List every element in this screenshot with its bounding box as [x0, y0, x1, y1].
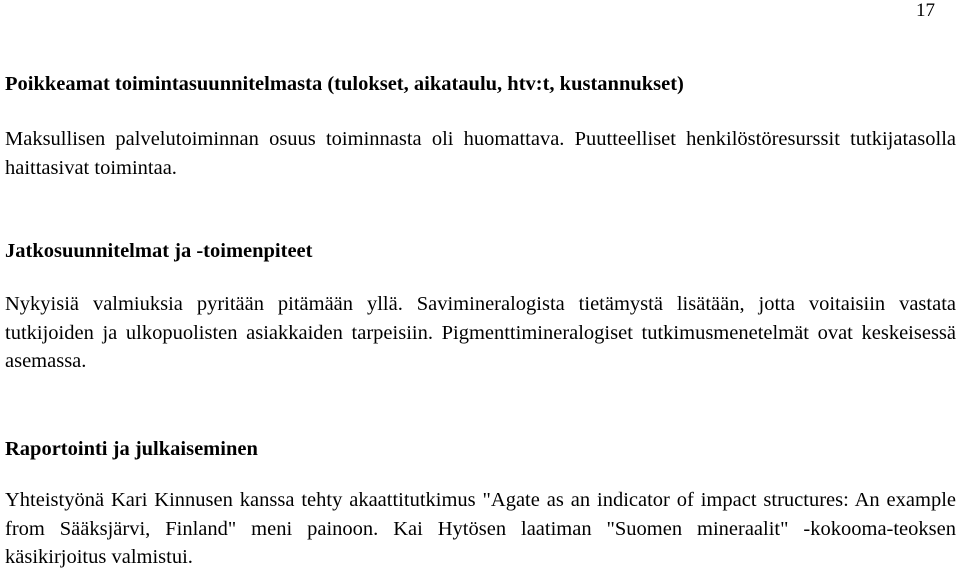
page-number: 17	[916, 0, 935, 21]
section-body-reporting: Yhteistyönä Kari Kinnusen kanssa tehty akaattitutkimus "Agate as an indicator of impact structures: An example from Sääksjärvi, Finland" meni painoon. Kai Hytösen laatiman "Suomen mineraalit" -kokooma-teoksen käsikirjoitus valmistui.	[5, 489, 956, 568]
section-heading-reporting: Raportointi ja julkaiseminen	[5, 438, 258, 460]
section-body-continuation-plans: Nykyisiä valmiuksia pyritään pitämään yllä. Savimineralogista tietämystä lisätään, jotta voitaisiin vastata tutkijoiden ja ulkopuolisten asiakkaiden tarpeisiin. Pigmenttimineralogiset tutkimusmenetelmät ovat keskeisessä asemassa.	[5, 293, 956, 372]
section-body-deviations: Maksullisen palvelutoiminnan osuus toiminnasta oli huomattava. Puutteelliset henkilöstöresurssit tutkijatasolla haittasivat toimintaa.	[5, 128, 956, 179]
section-heading-continuation-plans: Jatkosuunnitelmat ja -toimenpiteet	[5, 240, 313, 262]
section-heading-deviations: Poikkeamat toimintasuunnitelmasta (tulokset, aikataulu, htv:t, kustannukset)	[5, 73, 684, 95]
